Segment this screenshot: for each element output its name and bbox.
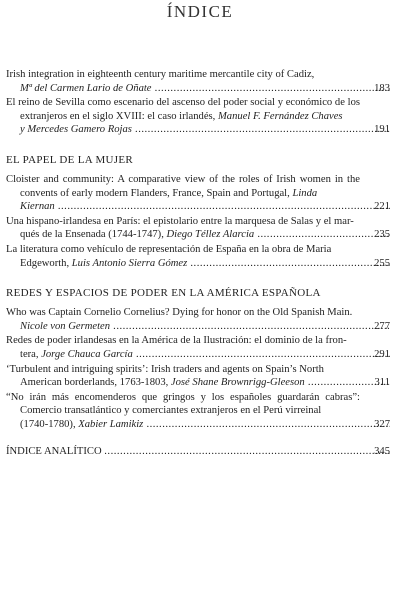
dot-leader [132,124,390,135]
entry-author: Luis Antonio Sierra Gómez [71,257,188,269]
entry-author: José Shane Brownrigg-Gleeson [170,377,305,389]
toc-entry[interactable] [6,68,390,95]
entry-author: Diego Téllez Alarcia [166,229,255,241]
page-number: 311 [374,377,390,389]
entry-author: Xabier Lamikiz [78,418,144,430]
toc-entry[interactable] [6,445,390,459]
entry-title: Redes de poder irlandesas en la América de la Ilustración: el dominio de la fron- [6,335,347,347]
dot-leader [187,258,390,269]
toc-entry[interactable] [6,363,390,390]
page-title: ÍNDICE [166,2,234,21]
table-of-contents [6,68,390,460]
toc-entry[interactable] [6,173,390,214]
entry-author: Manuel F. Fernández Chaves [217,110,343,122]
entry-last-line [6,320,390,334]
entry-title: Una hispano-irlandesa en París: el epistolario entre la marquesa de Salas y el mar- [6,215,354,227]
toc-section [6,445,390,459]
dot-leader [110,321,390,332]
toc-entry[interactable] [6,243,390,270]
dot-leader [104,446,390,457]
entry-title: ‘Turbulent and intriguing spirits’: Irish traders and agents on Spain’s North [6,363,324,375]
page-number: 327 [374,418,390,430]
entry-last-line: American borderlands, 1763-1803, José Shane Brownrigg-Gleeson ..... [6,376,390,390]
page-number: 221 [374,201,390,213]
entry-last-line [6,82,390,96]
page-number: 291 [374,348,390,360]
entry-title: El reino de Sevilla como escenario del ascenso del poder social y económico de los extranjeros en el siglo XVIII: el caso irlandés, Manuel F. Fernández Chaves [6,97,360,122]
entry-last-line: ÍNDICE ANALÍTICO ..... [6,445,390,459]
dot-leader [254,229,390,240]
toc-section [6,286,390,431]
page-number: 235 [374,229,390,241]
dot-leader [143,419,390,430]
entry-last-line [6,200,390,214]
entry-last-line: (1740-1780), Xabier Lamikiz ..... [6,418,390,432]
entry-author: Kiernan [20,201,55,213]
page-number: 191 [374,124,390,136]
entry-title: Who was Captain Cornelio Cornelius? Dying for honor on the Old Spanish Main. [6,307,353,319]
toc-entry[interactable] [6,96,390,137]
toc-section [6,68,390,137]
entry-last-line: tera, Jorge Chauca García ..... [6,348,390,362]
entry-title: “No irán más encomenderos que gringos y los españoles guardarán cabras”: Comercio transatlántico y comerciantes extranjeros en el Perú virreinal [6,391,360,417]
toc-section [6,153,390,270]
entry-title: Irish integration in eighteenth century maritime mercantile city of Cadiz, [6,69,315,80]
entry-last-line: Edgeworth, Luis Antonio Sierra Gómez ..... [6,257,390,271]
entry-author: Linda [292,187,318,199]
entry-author: Mª del Carmen Lario de Oñate [20,82,152,94]
entry-author: Nicole von Germeten [20,320,111,332]
page-number: 345 [374,446,390,458]
toc-entry[interactable] [6,215,390,242]
page-number: 183 [374,82,390,94]
dot-leader [133,349,390,360]
toc-entry[interactable] [6,334,390,361]
entry-last-line: qués de la Ensenada (1744-1747), Diego Téllez Alarcia ..... [6,228,390,242]
page-number: 255 [374,257,390,269]
dot-leader [152,83,390,94]
toc-entry[interactable] [6,391,390,432]
entry-author: Jorge Chauca García [41,348,133,360]
page-number: 277 [374,320,390,332]
toc-entry[interactable] [6,306,390,333]
entry-title: Cloister and community: A comparative view of the roles of Irish women in the convents of early modern Flanders, France, Spain and Portugal, Linda [6,173,360,199]
entry-title: La literatura como vehículo de representación de España en la obra de Maria [6,243,332,255]
section-title: EL PAPEL DE LA MUJER [6,153,134,166]
entry-last-line [6,123,390,137]
dot-leader [55,201,390,212]
entry-author: y Mercedes Gamero Rojas [20,124,132,136]
section-title: REDES Y ESPACIOS DE PODER EN LA AMÉRICA ESPAÑOLA [6,287,321,300]
